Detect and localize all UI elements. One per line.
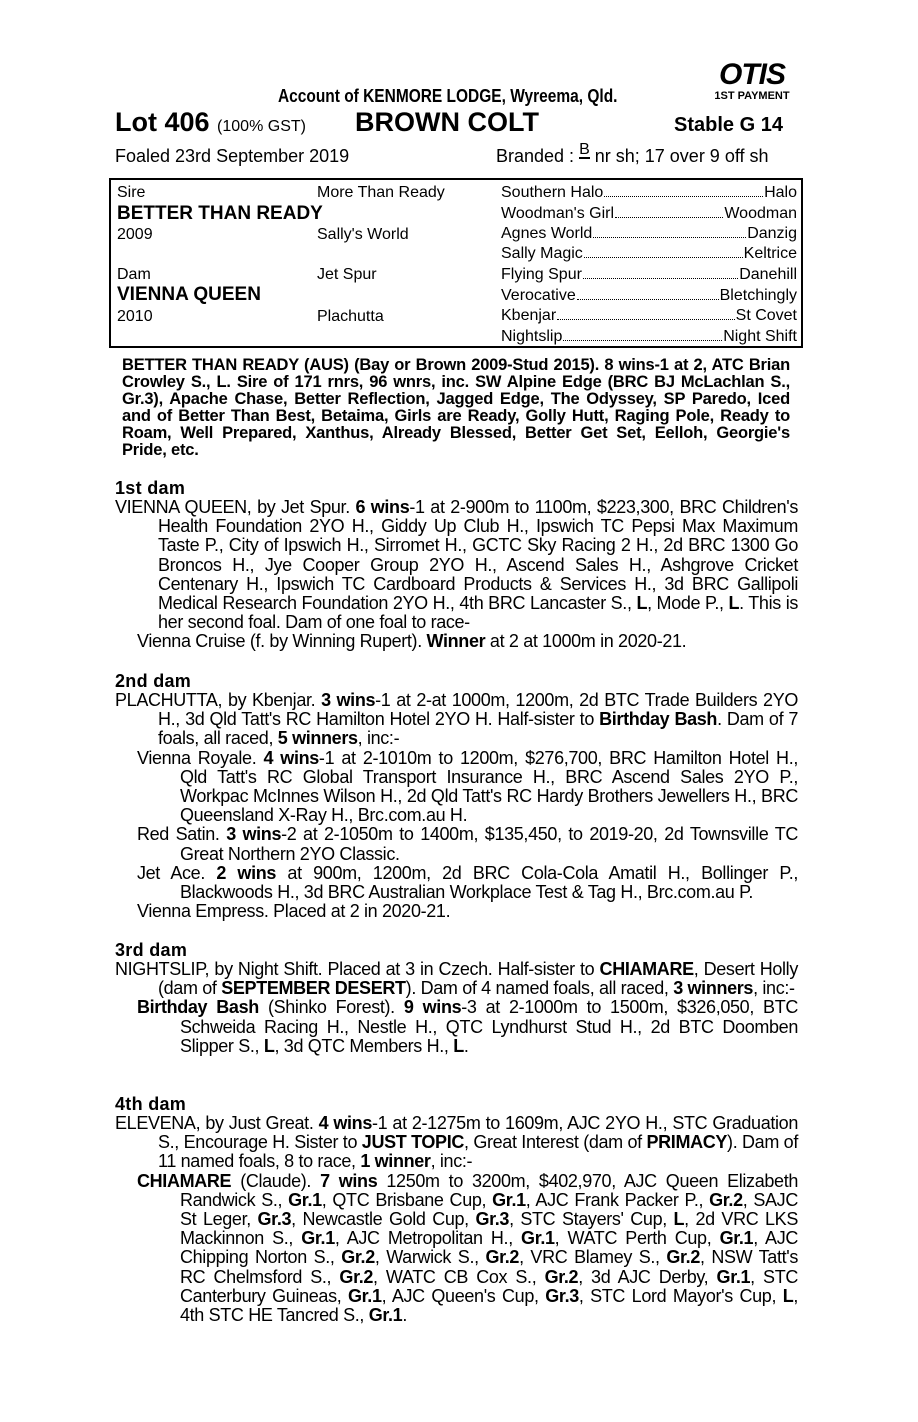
sire-sire: More Than Ready: [317, 184, 445, 201]
text-run: -2 at 2-1050m to 1400m, $135,450, to 2019-20, 2d Townsville TC Great Northern 2YO Classic.: [180, 824, 798, 864]
dam-section: [115, 1095, 798, 1325]
text-run: Vienna Royale.: [137, 747, 264, 768]
progeny-record: [115, 998, 798, 1056]
bold-text-run: Gr.3: [545, 1285, 579, 1306]
progeny-record: [115, 632, 798, 651]
branded-text: nr sh; 17 over 9 off sh: [589, 146, 769, 166]
ancestor-name: Nightslip: [501, 328, 563, 345]
lot-title: BROWN COLT: [355, 107, 539, 137]
text-run: Vienna Empress. Placed at 2 in 2020-21.: [137, 901, 451, 922]
text-run: Vienna Cruise (f. by Winning Rupert).: [137, 631, 427, 652]
progeny-record: [115, 1172, 798, 1326]
bold-text-run: L: [263, 1035, 275, 1056]
text-run: ELEVENA, by Just Great.: [115, 1113, 319, 1133]
bold-text-run: L: [728, 593, 740, 614]
text-run: PLACHUTTA, by Kbenjar.: [115, 690, 322, 710]
sire-dam: Sally's World: [317, 226, 409, 243]
text-run: , STC Stayers' Cup,: [509, 1209, 674, 1230]
bold-text-run: 4 wins: [318, 1113, 372, 1133]
brand-mark: B: [579, 141, 590, 158]
sire-summary: BETTER THAN READY (AUS) (Bay or Brown 2009-Stud 2015). 8 wins-1 at 2, ATC Brian Crowley S., L. Sire of 171 rnrs, 96 wnrs, inc. SW Alpine Edge (BRC BJ McLachlan S., Gr.3), Apache Chase, Better Reflection, Jagged Edge, The Odyssey, SP Paredo, Iced and of Better Than Best, Betaima, Girls are Ready, Golly Hutt, Raging Pole, Ready to Roam, Well Prepared, Xanthus, Already Blessed, Better Get Set, Eelloh, Georgie's Pride, etc.: [122, 356, 790, 459]
text-run: , 2d VRC LKS Mackinnon S.,: [180, 1209, 798, 1249]
dot-leader: [563, 328, 722, 341]
ancestor-name: Woodman's Girl: [501, 205, 615, 222]
pedigree-third-gen-row: [501, 245, 797, 263]
text-run: NIGHTSLIP, by Night Shift. Placed at 3 in Czech. Half-sister to: [115, 959, 600, 979]
dam-name: VIENNA QUEEN: [117, 284, 261, 305]
bold-text-run: 1 winner: [360, 1151, 431, 1172]
dam-heading: 2nd dam: [115, 671, 192, 691]
text-run: , WATC CB Cox S.,: [373, 1266, 545, 1287]
bold-text-run: Gr.2: [341, 1247, 375, 1268]
text-run: , QTC Brisbane Cup,: [321, 1189, 493, 1210]
dam-heading: 1st dam: [115, 478, 186, 498]
text-run: Jet Ace.: [137, 862, 217, 883]
branded-label: Branded :: [496, 146, 575, 166]
text-run: -1 at 2-1010m to 1200m, $276,700, BRC Hamilton Hotel H., Qld Tatt's RC Global Transport Insurance H., BRC Ascend Sales 2YO P., Workpac McInnes Wilson H., 2d Qld Tatt's RC Hardy Brothers Jewellers H., BRC Queensland X-Ray H., Brc.com.au H.: [180, 747, 798, 826]
bold-text-run: Gr.1: [288, 1189, 322, 1210]
text-run: , Desert Holly (dam of: [158, 959, 798, 999]
pedigree-table: [109, 178, 803, 348]
dot-leader: [615, 205, 723, 218]
text-run: (Claude).: [231, 1170, 321, 1191]
text-run: , Newcastle Gold Cup,: [291, 1209, 476, 1230]
progeny-record: [115, 825, 798, 863]
ancestor-sire: Keltrice: [743, 245, 797, 262]
foaled-date: Foaled 23rd September 2019: [115, 146, 350, 166]
bold-text-run: Gr.2: [666, 1247, 700, 1268]
text-run: , AJC Frank Packer P.,: [525, 1189, 710, 1210]
text-run: , inc:-: [753, 978, 795, 999]
bold-text-run: 3 wins: [321, 690, 376, 710]
bold-text-run: Gr.1: [301, 1228, 335, 1249]
ancestor-sire: Night Shift: [723, 328, 797, 345]
text-run: , WATC Perth Cup,: [554, 1228, 720, 1249]
ancestor-name: Verocative: [501, 287, 576, 304]
text-run: (Shinko Forest).: [258, 997, 404, 1018]
otis-logo-mark: OTIS: [718, 58, 785, 91]
bold-text-run: 7 wins: [320, 1170, 378, 1191]
bold-text-run: 9 wins: [403, 997, 462, 1018]
dot-leader: [584, 245, 743, 258]
otis-logo: [708, 60, 796, 102]
bold-text-run: 5 winners: [277, 728, 358, 749]
text-run: , SAJC St Leger,: [180, 1189, 798, 1230]
dot-leader: [593, 225, 746, 238]
text-run: , inc:-: [357, 728, 400, 749]
text-run: , inc:-: [430, 1151, 473, 1172]
bold-text-run: 3 winners: [673, 978, 754, 999]
ancestor-sire: St Covet: [735, 307, 797, 324]
gst-note: (100% GST): [217, 118, 306, 135]
text-run: , Mode P.,: [647, 593, 729, 614]
text-run: .: [402, 1305, 407, 1326]
text-run: , Great Interest (dam of: [464, 1132, 647, 1153]
ancestor-name: Flying Spur: [501, 266, 582, 283]
pedigree-third-gen-row: [501, 287, 797, 305]
pedigree-third-gen-row: [501, 266, 797, 284]
text-run: , VRC Blamey S.,: [519, 1247, 667, 1268]
pedigree-third-gen-row: [501, 328, 797, 346]
ancestor-name: Sally Magic: [501, 245, 583, 262]
ancestor-name: Agnes World: [501, 225, 593, 242]
bold-text-run: JUST TOPIC: [361, 1132, 465, 1153]
sire-name: BETTER THAN READY: [117, 203, 323, 224]
ancestor-sire: Danzig: [747, 225, 797, 242]
bold-text-run: L: [673, 1209, 685, 1230]
progeny-record: [115, 864, 798, 902]
pedigree-third-gen-row: [501, 205, 797, 223]
bold-text-run: L: [453, 1035, 464, 1056]
text-run: at 2 at 1000m in 2020-21.: [485, 631, 687, 652]
text-run: , NSW Tatt's RC Chelmsford S.,: [180, 1247, 799, 1287]
text-run: , 3d AJC Derby,: [578, 1266, 717, 1287]
bold-text-run: Gr.1: [719, 1228, 754, 1249]
stable-number: Stable G 14: [674, 114, 783, 136]
progeny-record: [115, 749, 798, 826]
dam-record: [115, 498, 798, 632]
bold-text-run: 3 wins: [226, 824, 282, 845]
dot-leader: [583, 266, 738, 279]
pedigree-third-gen-row: [501, 225, 797, 243]
text-run: , Warwick S.,: [374, 1247, 486, 1268]
ancestor-sire: Bletchingly: [719, 287, 797, 304]
bold-text-run: Gr.1: [368, 1305, 403, 1326]
bold-text-run: Birthday Bash: [599, 709, 718, 730]
text-run: . Dam of 7 foals, all raced,: [158, 709, 798, 749]
text-run: ). Dam of 11 named foals, 8 to race,: [158, 1132, 798, 1172]
bold-text-run: CHIAMARE: [137, 1170, 232, 1191]
dam-year: 2010: [117, 308, 153, 325]
bold-text-run: CHIAMARE: [599, 959, 694, 979]
dam-record: [115, 960, 798, 998]
bold-text-run: L: [636, 593, 648, 614]
dam-section: [115, 941, 798, 1056]
bold-text-run: L: [782, 1285, 794, 1306]
progeny-record: [115, 902, 798, 921]
dot-leader: [557, 307, 734, 320]
dam-label: Dam: [117, 266, 151, 283]
text-run: , AJC Chipping Norton S.,: [180, 1228, 798, 1268]
text-run: , AJC Queen's Cup,: [381, 1285, 546, 1306]
ancestor-sire: Danehill: [739, 266, 797, 283]
text-run: , 3d QTC Members H.,: [274, 1035, 454, 1056]
text-run: , AJC Metropolitan H.,: [334, 1228, 522, 1249]
text-run: , STC Canterbury Guineas,: [180, 1266, 798, 1306]
text-run: , STC Lord Mayor's Cup,: [578, 1285, 783, 1306]
text-run: ). Dam of 4 named foals, all raced,: [405, 978, 674, 999]
bold-text-run: PRIMACY: [646, 1132, 728, 1153]
dam-dam: Plachutta: [317, 308, 384, 325]
text-run: VIENNA QUEEN, by Jet Spur.: [115, 497, 356, 517]
bold-text-run: Gr.1: [492, 1189, 526, 1210]
vendor-account: Account of KENMORE LODGE, Wyreema, Qld.: [278, 86, 618, 106]
lot-label: Lot 406: [115, 107, 210, 137]
ancestor-sire: Woodman: [724, 205, 797, 222]
bold-text-run: Gr.1: [716, 1266, 751, 1287]
bold-text-run: Gr.1: [521, 1228, 555, 1249]
text-run: Red Satin.: [137, 824, 227, 845]
bold-text-run: Gr.2: [544, 1266, 579, 1287]
bold-text-run: Birthday Bash: [137, 997, 259, 1018]
pedigree-third-gen-row: [501, 184, 797, 202]
bold-text-run: SEPTEMBER DESERT: [221, 978, 406, 999]
bold-text-run: Gr.2: [709, 1189, 743, 1210]
dot-leader: [577, 287, 719, 300]
dam-section: [115, 672, 798, 921]
dam-record: [115, 1114, 798, 1172]
bold-text-run: 2 wins: [216, 862, 277, 883]
dam-heading: 4th dam: [115, 1094, 187, 1114]
ancestor-name: Kbenjar: [501, 307, 557, 324]
bold-text-run: Gr.3: [257, 1209, 292, 1230]
bold-text-run: Gr.3: [475, 1209, 510, 1230]
ancestor-sire: Halo: [764, 184, 797, 201]
sire-label: Sire: [117, 184, 146, 201]
text-run: . This is her second foal. Dam of one foal to race-: [158, 593, 798, 633]
text-run: -3 at 2-1000m to 1500m, $326,050, BTC Schweida Racing H., Nestle H., QTC Lyndhurst Stud H., 2d BTC Doomben Slipper S.,: [180, 997, 798, 1056]
ancestor-name: Southern Halo: [501, 184, 604, 201]
text-run: .: [463, 1035, 469, 1056]
brand-info: [496, 141, 769, 167]
bold-text-run: Gr.1: [347, 1285, 382, 1306]
sire-year: 2009: [117, 226, 153, 243]
bold-text-run: 6 wins: [355, 497, 410, 517]
dam-section: [115, 479, 798, 652]
bold-text-run: 4 wins: [263, 747, 319, 768]
dam-heading: 3rd dam: [115, 940, 188, 960]
text-run: -1 at 2-1275m to 1609m, AJC 2YO H., STC Graduation S., Encourage H. Sister to: [158, 1113, 798, 1153]
dam-sire: Jet Spur: [317, 266, 377, 283]
text-run: , 4th STC HE Tancred S.,: [180, 1285, 798, 1326]
dot-leader: [604, 184, 763, 197]
pedigree-third-gen-row: [501, 307, 797, 325]
text-run: -1 at 2-at 1000m, 1200m, 2d BTC Trade Builders 2YO H., 3d Qld Tatt's RC Hamilton Hotel 2YO H. Half-sister to: [158, 690, 799, 730]
text-run: at 900m, 1200m, 2d BRC Cola-Cola Amatil H., Bollinger P., Blackwoods H., 3d BRC Australian Workplace Test & Tag H., Brc.com.au P.: [180, 862, 799, 903]
dam-record: [115, 691, 798, 749]
lot-number: [115, 107, 306, 138]
otis-logo-subtitle: 1ST PAYMENT: [714, 90, 790, 102]
bold-text-run: Gr.2: [485, 1247, 520, 1268]
bold-text-run: Gr.2: [339, 1266, 374, 1287]
text-run: 1250m to 3200m, $402,970, AJC Queen Elizabeth Randwick S.,: [180, 1170, 798, 1210]
bold-text-run: Winner: [426, 631, 486, 652]
text-run: -1 at 2-900m to 1100m, $223,300, BRC Children's Health Foundation 2YO H., Giddy Up Club H., Ipswich TC Pepsi Max Maximum Taste P., City of Ipswich H., Sirromet H., GCTC Sky Racing 2 H., 2d BRC 1300 Go Broncos H., Jye Cooper Group 2YO H., Ascend Sales H., Ashgrove Cricket Centenary H., Ipswich TC Cardboard Products & Services H., 3d BRC Gallipoli Medical Research Foundation 2YO H., 4th BRC Lancaster S.,: [158, 497, 798, 614]
